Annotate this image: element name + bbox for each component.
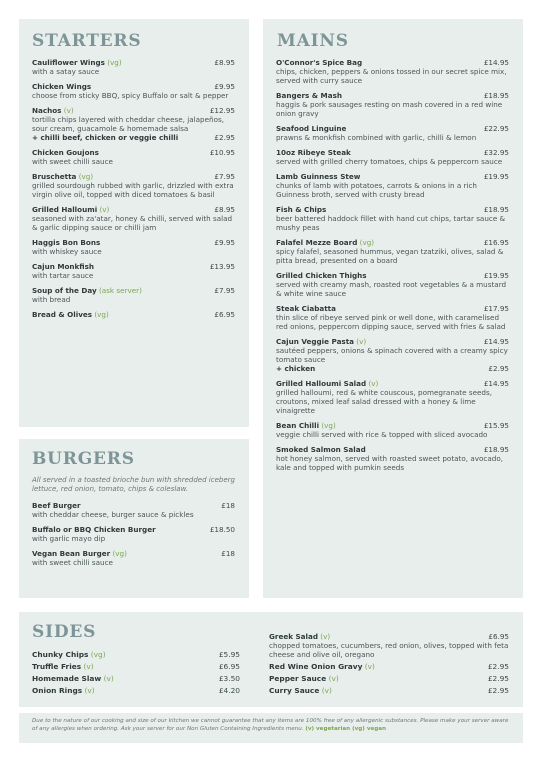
item-heading: [276, 304, 336, 313]
item-row: [276, 271, 509, 280]
item-heading: [276, 337, 366, 346]
side-heading: [32, 661, 94, 673]
item-tag: (vg): [107, 58, 122, 67]
side-price: £6.95: [218, 662, 240, 671]
menu-item: [32, 205, 235, 232]
item-description: with garlic mayo dip: [32, 534, 106, 543]
burgers-intro: All served in a toasted brioche bun with shredded iceberg lettuce, red onion, tomato, chips & coleslaw.: [32, 476, 235, 493]
item-heading: [32, 238, 100, 247]
item-tag: (vg): [78, 172, 94, 181]
item-extra: + chicken: [276, 364, 316, 373]
starters-title: STARTERS: [32, 31, 142, 51]
item-price: £18.95: [483, 91, 509, 100]
side-name: Onion Rings: [32, 686, 83, 695]
item-description: with cheddar cheese, burger sauce & pickles: [32, 510, 194, 519]
menu-item: [32, 238, 235, 256]
item-name: Buffalo or BBQ Chicken Burger: [32, 525, 156, 534]
item-row: [32, 82, 235, 91]
side-item: [32, 649, 240, 661]
side-name: Curry Sauce: [269, 686, 320, 695]
side-heading: [269, 673, 339, 685]
item-row: [276, 337, 509, 346]
item-row: [276, 58, 509, 67]
item-price: £15.95: [483, 421, 509, 430]
item-row: [32, 310, 235, 319]
item-description: spicy falafel, seasoned hummus, vegan tzatziki, olives, salad & pitta bread, presented on a board: [276, 247, 504, 265]
item-price: £13.95: [209, 262, 235, 271]
item-name: Cajun Monkfish: [32, 262, 95, 271]
menu-item: [276, 271, 509, 298]
item-row: [32, 501, 235, 510]
side-item: [32, 685, 240, 697]
item-row: [276, 148, 509, 157]
item-name: Chicken Goujons: [32, 148, 99, 157]
item-description: grilled halloumi, red & white couscous, pomegranate seeds, croutons, mixed leaf salad dressed with a honey & lime vinaigrette: [276, 388, 493, 415]
menu-item: [276, 445, 509, 472]
item-name: Haggis Bon Bons: [32, 238, 101, 247]
item-price: £18.95: [483, 205, 509, 214]
item-price: £14.95: [483, 337, 509, 346]
item-heading: [276, 148, 351, 157]
item-price: £9.95: [214, 238, 235, 247]
side-name: Chunky Chips: [32, 650, 89, 659]
menu-item: [276, 91, 509, 118]
item-row: [276, 124, 509, 133]
item-tag: (v): [99, 205, 110, 214]
sides-right-column: [269, 632, 509, 697]
menu-item: [276, 337, 509, 373]
item-price: £16.95: [483, 238, 509, 247]
item-name: Cauliflower Wings: [32, 58, 105, 67]
item-price: £17.95: [483, 304, 509, 313]
menu-item: [32, 172, 235, 199]
starters-list: [32, 58, 235, 319]
item-name: Soup of the Day: [32, 286, 97, 295]
item-heading: [276, 91, 342, 100]
sides-left-column: [32, 649, 240, 697]
menu-item: [276, 124, 509, 142]
sides-title: SIDES: [32, 622, 97, 642]
side-heading: [269, 685, 332, 697]
menu-item: [32, 501, 235, 519]
item-description: chopped tomatoes, cucumbers, red onion, olives, topped with feta cheese and olive oil, oregano: [269, 641, 509, 659]
mains-list: [276, 58, 509, 472]
item-heading: [32, 262, 94, 271]
item-row: [32, 262, 235, 271]
item-name: Grilled Halloumi: [32, 205, 98, 214]
item-price: £19.95: [483, 172, 509, 181]
item-tag: (ask server): [98, 286, 142, 295]
item-name: Bruschetta: [32, 172, 77, 181]
item-description: grilled sourdough rubbed with garlic, drizzled with extra virgin olive oil, topped with diced tomatoes & basil: [32, 181, 234, 199]
menu-item: [276, 304, 509, 331]
menu-item: [276, 421, 509, 439]
side-heading: [269, 661, 375, 673]
item-name: Nachos: [32, 106, 62, 115]
item-price: £18: [221, 501, 235, 510]
item-price: £6.95: [488, 632, 509, 641]
item-heading: [276, 271, 367, 280]
item-name: Smoked Salmon Salad: [276, 445, 366, 454]
item-name: Seafood Linguine: [276, 124, 347, 133]
item-description: served with creamy mash, roasted root vegetables & a mustard & white wine sauce: [276, 280, 507, 298]
item-heading: [32, 525, 156, 534]
item-price: £22.95: [483, 124, 509, 133]
side-item: [269, 661, 509, 673]
item-heading: [276, 58, 362, 67]
item-heading: [32, 82, 91, 91]
item-price: £18.95: [483, 445, 509, 454]
side-name: Pepper Sauce: [269, 674, 327, 683]
item-price: £8.95: [214, 58, 235, 67]
menu-item: [32, 148, 235, 166]
item-price: £8.95: [214, 205, 235, 214]
item-heading: [32, 148, 99, 157]
item-extra-price: £2.95: [214, 133, 235, 142]
item-row: [32, 549, 235, 558]
item-price: £10.95: [209, 148, 235, 157]
side-item: [32, 661, 240, 673]
item-tag: (vg): [321, 421, 336, 430]
item-heading: [32, 172, 93, 181]
item-extra-price: £2.95: [488, 364, 509, 373]
item-row: [32, 106, 235, 115]
item-price: £19.95: [483, 271, 509, 280]
side-price: £5.95: [218, 650, 240, 659]
item-heading: [32, 58, 122, 67]
menu-item: [32, 549, 235, 567]
item-row: [276, 238, 509, 247]
side-price: £4.20: [218, 686, 240, 695]
item-description: beer battered haddock fillet with hand cut chips, tartar sauce & mushy peas: [276, 214, 506, 232]
mains-title: MAINS: [277, 31, 349, 51]
item-name: Greek Salad: [269, 632, 318, 641]
side-price: £2.95: [487, 686, 509, 695]
item-description: with whiskey sauce: [32, 247, 102, 256]
side-tag: (v): [321, 686, 332, 695]
item-row: [276, 304, 509, 313]
side-item: [269, 685, 509, 697]
item-description: with sweet chilli sauce: [32, 157, 113, 166]
item-description: thin slice of ribeye served pink or well done, with caramelised red onions, peppercorn dipping sauce, served with fries & salad: [276, 313, 506, 331]
menu-item: [32, 525, 235, 543]
item-tag: (v): [356, 337, 367, 346]
item-description: chips, chicken, peppers & onions tossed in our secret spice mix, served with curry sauce: [276, 67, 507, 85]
item-description: hot honey salmon, served with roasted sweet potato, avocado, kale and topped with pumkin seeds: [276, 454, 503, 472]
item-extra-row: [276, 364, 509, 373]
menu-item: [32, 262, 235, 280]
side-tag: (v): [328, 674, 339, 683]
menu-item: [276, 172, 509, 199]
sides-section: [19, 612, 523, 707]
item-name: 10oz Ribeye Steak: [276, 148, 351, 157]
item-name: Chicken Wings: [32, 82, 92, 91]
item-tag: (vg): [359, 238, 375, 247]
item-heading: [276, 172, 360, 181]
item-name: Cajun Veggie Pasta: [276, 337, 354, 346]
side-heading: [32, 685, 95, 697]
item-row: [276, 379, 509, 388]
item-heading: [32, 205, 109, 214]
side-tag: (v): [364, 662, 375, 671]
item-tag: (v): [63, 106, 74, 115]
item-row: [32, 525, 235, 534]
burgers-section: [19, 439, 249, 598]
item-description: with sweet chilli sauce: [32, 558, 113, 567]
item-tag: (v): [320, 632, 331, 641]
allergen-text: Due to the nature of our cooking and size of our kitchen we cannot guarantee that any items are 100% free of any allergenic substances. Please make your server aware of any allergies when ordering. Ask your server for our Non Gluten Containing Ingredients menu.: [32, 718, 509, 732]
side-price: £2.95: [487, 662, 509, 671]
item-price: £32.95: [483, 148, 509, 157]
side-tag: (v): [83, 662, 94, 671]
item-extra-row: [32, 133, 235, 142]
item-row: [276, 172, 509, 181]
side-tag: (v): [103, 674, 114, 683]
allergen-note-text: [32, 717, 509, 733]
item-name: Bread & Olives: [32, 310, 93, 319]
item-price: £12.95: [209, 106, 235, 115]
item-row: [32, 172, 235, 181]
item-description: chunks of lamb with potatoes, carrots & onions in a rich Guinness broth, served with crusty bread: [276, 181, 477, 199]
menu-item: [32, 82, 235, 100]
side-item: [32, 673, 240, 685]
item-extra: + chilli beef, chicken or veggie chilli: [32, 133, 179, 142]
item-row: [32, 148, 235, 157]
item-name: Vegan Bean Burger: [32, 549, 111, 558]
menu-item: [276, 205, 509, 232]
item-price: £7.95: [214, 172, 235, 181]
item-heading: [276, 421, 336, 430]
menu-item: [276, 379, 509, 415]
item-heading: [276, 445, 366, 454]
item-price: £18.50: [209, 525, 235, 534]
item-description: with a satay sauce: [32, 67, 100, 76]
item-price: £14.95: [483, 379, 509, 388]
side-tag: (v): [84, 686, 95, 695]
menu-item: [276, 238, 509, 265]
item-tag: (v): [368, 379, 379, 388]
side-item: [269, 673, 509, 685]
item-heading: [276, 238, 374, 247]
item-description: sautéed peppers, onions & spinach covered with a creamy spicy tomato sauce: [276, 346, 508, 364]
item-price: £7.95: [214, 286, 235, 295]
item-description: with tartar sauce: [32, 271, 94, 280]
item-description: served with grilled cherry tomatoes, chips & peppercorn sauce: [276, 157, 503, 166]
item-name: Grilled Halloumi Salad: [276, 379, 367, 388]
item-heading: [276, 379, 378, 388]
menu-item: [276, 148, 509, 166]
item-heading: [32, 106, 74, 115]
item-row: [32, 238, 235, 247]
item-heading: [32, 310, 109, 319]
item-row: [32, 286, 235, 295]
menu-item: [32, 310, 235, 319]
item-name: O'Connor's Spice Bag: [276, 58, 363, 67]
item-description: veggie chilli served with rice & topped with sliced avocado: [276, 430, 488, 439]
item-heading: [32, 549, 127, 558]
side-tag: (vg): [90, 650, 106, 659]
item-row: [276, 91, 509, 100]
menu-item: [276, 58, 509, 85]
diet-legend: (v) vegetarian (vg) vegan: [305, 726, 387, 732]
item-description: tortilla chips layered with cheddar cheese, jalapeños, sour cream, guacamole & homemade salsa: [32, 115, 224, 133]
item-name: Steak Ciabatta: [276, 304, 336, 313]
item-row: [32, 205, 235, 214]
starters-section: [19, 19, 249, 427]
side-name: Red Wine Onion Gravy: [269, 662, 363, 671]
menu-item: [32, 286, 235, 304]
item-description: haggis & pork sausages resting on mash covered in a red wine onion gravy: [276, 100, 503, 118]
item-name: Beef Burger: [32, 501, 81, 510]
menu-item: [32, 106, 235, 142]
mains-section: [263, 19, 523, 598]
side-heading: [32, 673, 114, 685]
item-row: [32, 58, 235, 67]
item-row: [276, 445, 509, 454]
item-name: Lamb Guinness Stew: [276, 172, 361, 181]
item-description: prawns & monkfish combined with garlic, chilli & lemon: [276, 133, 477, 142]
side-price: £2.95: [487, 674, 509, 683]
item-name: Bean Chilli: [276, 421, 320, 430]
burgers-list: [32, 501, 235, 567]
item-name: Bangers & Mash: [276, 91, 342, 100]
allergen-note: [19, 713, 523, 743]
menu-item-greek-salad: [269, 632, 509, 659]
item-description: choose from sticky BBQ, spicy Buffalo or salt & pepper: [32, 91, 229, 100]
item-heading: [32, 286, 142, 295]
item-heading: [276, 205, 326, 214]
side-name: Truffle Fries: [32, 662, 82, 671]
item-price: £9.95: [214, 82, 235, 91]
item-row: [276, 205, 509, 214]
item-heading: [276, 124, 346, 133]
menu-item: [32, 58, 235, 76]
side-price: £3.50: [218, 674, 240, 683]
side-name: Homemade Slaw: [32, 674, 102, 683]
item-heading: [32, 501, 81, 510]
item-name: Grilled Chicken Thighs: [276, 271, 367, 280]
item-name: Falafel Mezze Board: [276, 238, 358, 247]
item-description: with bread: [32, 295, 71, 304]
item-description: seasoned with za'atar, honey & chilli, served with salad & garlic dipping sauce or chilli jam: [32, 214, 233, 232]
burgers-title: BURGERS: [32, 449, 135, 469]
item-name: Fish & Chips: [276, 205, 327, 214]
item-tag: (vg): [112, 549, 127, 558]
item-price: £18: [221, 549, 235, 558]
item-price: £14.95: [483, 58, 509, 67]
item-row: [276, 421, 509, 430]
side-heading: [32, 649, 106, 661]
item-tag: (vg): [94, 310, 109, 319]
item-price: £6.95: [214, 310, 235, 319]
